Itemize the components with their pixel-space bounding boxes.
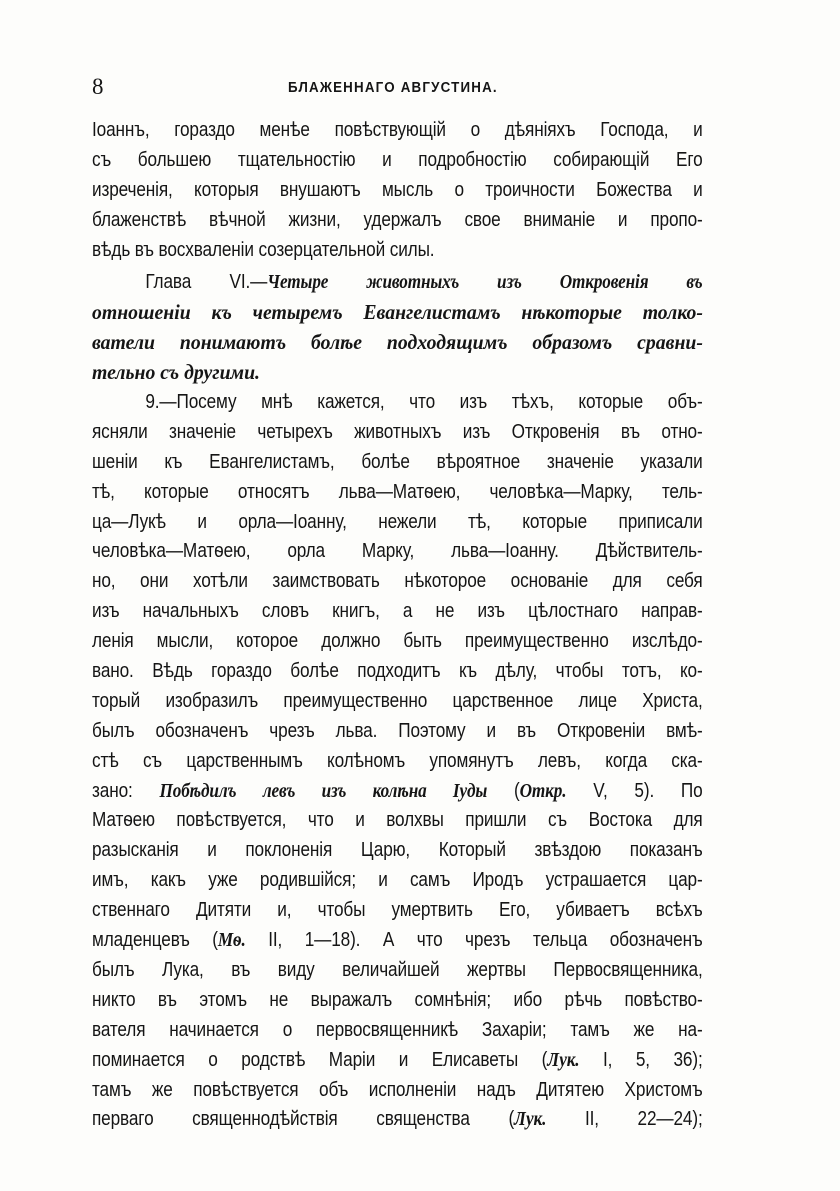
text-line: ца—Лукѣ и орла—Іоанну, нежели тѣ, которые приписали xyxy=(92,510,703,533)
text-line: ственнаго Дитяти и, чтобы умертвить Его, убиваетъ всѣхъ xyxy=(92,899,703,922)
chapter-title-part: Четыре животныхъ изъ Откровенія въ xyxy=(267,271,703,294)
text-fragment: II, 1—18). А что чрезъ тельца обозначенъ xyxy=(245,929,703,952)
chapter-heading xyxy=(92,268,703,388)
text-line: тѣ, которые относятъ льва—Матѳею, человѣка—Марку, тель- xyxy=(92,480,703,503)
text-fragment: зано: xyxy=(92,779,160,802)
page-header xyxy=(92,72,703,102)
text-fragment: ( xyxy=(487,779,520,802)
text-line: тамъ же повѣствуется объ исполненіи надъ Дитятею Христомъ xyxy=(92,1078,703,1101)
chapter-heading-first-line xyxy=(92,268,703,298)
text-line: торый изобразилъ преимущественно царственное лице Христа, xyxy=(92,689,703,712)
text-line-reference xyxy=(92,926,703,956)
text-fragment: V, 5). По xyxy=(566,779,703,802)
text-fragment: II, 22—24); xyxy=(546,1108,703,1131)
chapter-title-line: тельно съ другими. xyxy=(92,360,260,385)
chapter-title-line: отношеніи къ четыремъ Евангелистамъ нѣкоторые толко- xyxy=(92,300,703,325)
text-fragment: младенцевъ ( xyxy=(92,929,218,952)
text-line: вано. Вѣдь гораздо болѣе подходитъ къ дѣлу, чтобы тотъ, ко- xyxy=(92,660,703,683)
text-line: разысканія и поклоненія Царю, Который звѣздою показанъ xyxy=(92,839,703,862)
text-line: но, они хотѣли заимствовать нѣкоторое основаніе для себя xyxy=(92,570,703,593)
scripture-reference: Лук. xyxy=(514,1108,547,1131)
scripture-reference: Откр. xyxy=(519,779,567,802)
text-line: имъ, какъ уже родившійся; и самъ Иродъ устрашается цар- xyxy=(92,869,703,892)
text-line: блаженствѣ вѣчной жизни, удержалъ свое вниманіе и пропо- xyxy=(92,208,703,231)
text-line: стѣ съ царственнымъ колѣномъ упомянутъ левъ, когда ска- xyxy=(92,749,703,772)
scripture-reference: Лук. xyxy=(547,1048,580,1071)
text-line: съ большею тщательностію и подробностію собирающій Его xyxy=(92,148,703,171)
text-line-reference xyxy=(92,1105,703,1135)
paragraph-2 xyxy=(92,388,703,1135)
text-line: 9.—Посему мнѣ кажется, что изъ тѣхъ, которые объ- xyxy=(145,391,703,414)
text-line: Матѳею повѣствуется, что и волхвы пришли съ Востока для xyxy=(92,809,703,832)
text-line-reference xyxy=(92,1046,703,1076)
text-line: никто въ этомъ не выражалъ сомнѣнія; ибо рѣчь повѣство- xyxy=(92,988,703,1011)
running-head: БЛАЖЕННАГО АВГУСТИНА. xyxy=(288,80,498,96)
text-fragment: I, 5, 36); xyxy=(579,1048,703,1071)
text-fragment: поминается о родствѣ Маріи и Елисаветы ( xyxy=(92,1048,548,1071)
chapter-title-line: ватели понимаютъ болѣе подходящимъ образомъ сравни- xyxy=(92,330,703,355)
text-line: вѣдь въ восхваленіи созерцательной силы. xyxy=(92,238,435,261)
paragraph-1 xyxy=(92,116,703,265)
text-line: ясняли значеніе четырехъ животныхъ изъ Откровенія въ отно- xyxy=(92,420,703,443)
scripture-quote: Побѣдилъ левъ изъ колѣна Іуды xyxy=(159,779,488,802)
text-line: Іоаннъ, гораздо менѣе повѣствующій о дѣяніяхъ Господа, и xyxy=(92,119,703,141)
text-line: изъ начальныхъ словъ книгъ, а не изъ цѣлостнаго направ- xyxy=(92,600,703,623)
page-body xyxy=(92,116,703,1135)
page-number: 8 xyxy=(92,74,104,99)
text-line: изреченія, которыя внушаютъ мысль о троичности Божества и xyxy=(92,178,703,201)
text-line: человѣка—Матѳею, орла Марку, льва—Іоанну. Дѣйствитель- xyxy=(92,540,703,563)
text-line: вателя начинается о первосвященникѣ Захаріи; тамъ же на- xyxy=(92,1018,703,1041)
text-line: былъ обозначенъ чрезъ льва. Поэтому и въ Откровеніи вмѣ- xyxy=(92,719,703,742)
scripture-reference: Мѳ. xyxy=(217,929,246,952)
text-line-quote xyxy=(92,777,703,807)
text-line: шеніи къ Евангелистамъ, болѣе вѣроятное значеніе указали xyxy=(92,450,703,473)
text-line: ленія мысли, которое должно быть преимущественно изслѣдо- xyxy=(92,630,703,653)
chapter-label: Глава VI.— xyxy=(145,271,268,294)
text-fragment: перваго священнодѣйствія священства ( xyxy=(92,1108,515,1131)
text-line: былъ Лука, въ виду величайшей жертвы Первосвященника, xyxy=(92,958,703,981)
